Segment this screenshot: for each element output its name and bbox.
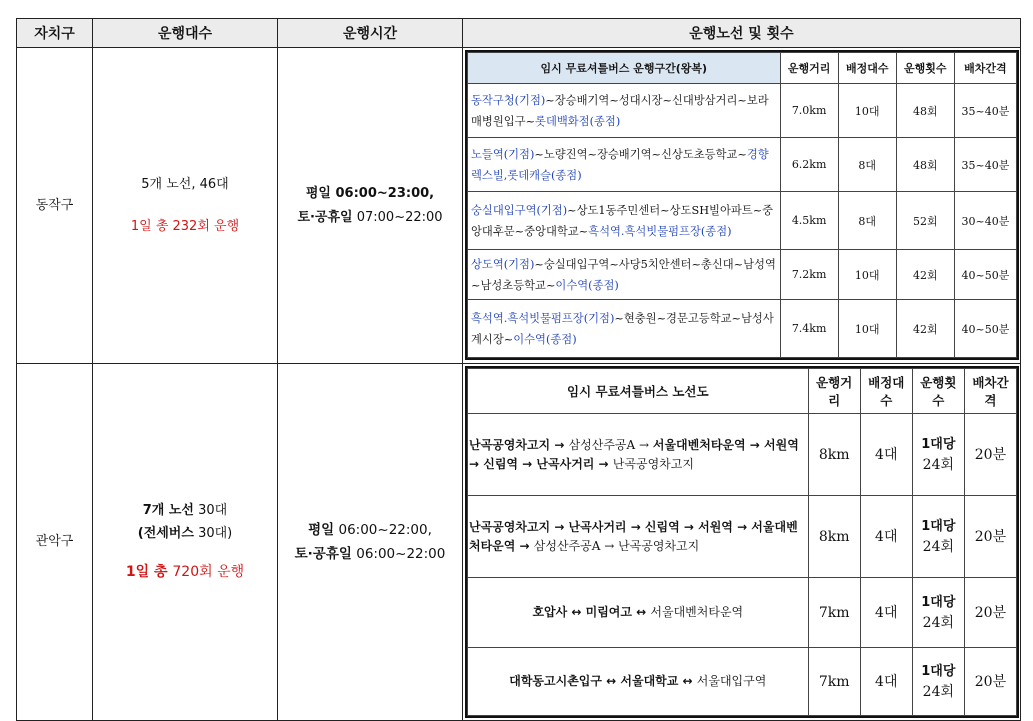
- dongjak-total-runs: [93, 215, 277, 238]
- route-terminal: 이수역(종점): [513, 332, 577, 346]
- dongjak-total-count: 232회: [172, 218, 210, 234]
- gwanak-weekday-time: 06:00~22:00,: [334, 521, 432, 538]
- route-buses: 10대: [838, 250, 896, 300]
- route-runs: 52회: [896, 192, 954, 250]
- gwanak-total-count: 720회: [172, 563, 213, 580]
- header-district: 자치구: [17, 19, 93, 48]
- route-runs: [912, 648, 964, 716]
- route-major-stops: 대학동고시촌입구 ↔ 서울대학교 ↔: [509, 674, 697, 688]
- route-stops: ~현충원~경문고등학교~남성사계시장~: [471, 311, 774, 346]
- dongjak-route-row: [468, 300, 1017, 358]
- gwanak-charter-num: 30대): [193, 526, 233, 542]
- route-buses: 8대: [838, 192, 896, 250]
- route-buses: 4대: [860, 578, 912, 648]
- dongjak-vehicle-count: 5개 노선, 46대: [141, 177, 229, 193]
- dongjak-route-table: [467, 52, 1017, 358]
- gwanak-weekend-label: 토·공휴일: [294, 546, 352, 562]
- gwanak-charter-label: (전세버스: [137, 526, 194, 542]
- dongjak-weekend-time: 07:00~22:00: [352, 209, 443, 225]
- route-stops: ~숭실대입구역~사당5치안센터~총신대~남성역~남성초등학교~: [471, 257, 776, 292]
- route-interval: 20분: [964, 496, 1016, 578]
- dongjak-route-header: [468, 53, 1017, 84]
- dongjak-route-row: [468, 192, 1017, 250]
- dongjak-row: [17, 48, 1021, 364]
- route-stops: ~상도1동주민센터~상도SH빌아파트~중앙대후문~중앙대학교~: [471, 203, 774, 238]
- route-distance: 7.2km: [780, 250, 838, 300]
- route-distance: 6.2km: [780, 138, 838, 192]
- route-distance: 7km: [808, 648, 860, 716]
- header-hours: 운행시간: [278, 19, 463, 48]
- route-minor-stops: 삼성산주공A →: [568, 437, 653, 452]
- dongjak-route-row: [468, 84, 1017, 138]
- dongjak-weekend-label: 토·공휴일: [297, 209, 353, 225]
- gwanak-col-route: 임시 무료셔틀버스 노선도: [468, 369, 809, 414]
- route-interval: 20분: [964, 648, 1016, 716]
- gwanak-hours: [278, 364, 463, 721]
- dongjak-route-row: [468, 250, 1017, 300]
- route-interval: 35~40분: [954, 138, 1016, 192]
- route-distance: 7.4km: [780, 300, 838, 358]
- route-stops: ~노량진역~장승배기역~신상도초등학교~: [534, 147, 747, 161]
- route-runs: [912, 578, 964, 648]
- dongjak-route-cell: [463, 48, 1021, 364]
- route-runs-per-bus: 1대당: [921, 594, 956, 610]
- gwanak-route-path: [468, 648, 809, 716]
- route-major-stops: 난곡공영차고지 →: [469, 437, 569, 452]
- route-distance: 4.5km: [780, 192, 838, 250]
- dongjak-route-path: [468, 192, 781, 250]
- route-runs: 48회: [896, 84, 954, 138]
- route-terminal: 노들역(기점): [471, 147, 535, 161]
- dongjak-weekday-hours: [278, 182, 462, 205]
- dongjak-route-row: [468, 138, 1017, 192]
- dongjak-col-runs: 운행횟수: [896, 53, 954, 84]
- gwanak-col-distance: 운행거리: [808, 369, 860, 414]
- route-buses: 4대: [860, 648, 912, 716]
- route-interval: 20분: [964, 578, 1016, 648]
- gwanak-vehicle-count: [93, 499, 277, 522]
- route-minor-stops: 서울대입구역: [696, 674, 767, 688]
- route-runs-count: 24회: [922, 614, 955, 631]
- route-buses: 4대: [860, 496, 912, 578]
- route-runs: [912, 414, 964, 496]
- gwanak-count-num: 30대: [194, 503, 228, 519]
- gwanak-count-label: 7개 노선: [142, 503, 194, 519]
- dongjak-total-prefix: 1일 총: [130, 218, 173, 234]
- route-major-stops: 서울대벤처타운역 → 서원역 → 신림역 → 난곡사거리 →: [469, 437, 799, 471]
- route-runs-per-bus: 1대당: [921, 436, 956, 452]
- route-distance: 8km: [808, 414, 860, 496]
- dongjak-weekday: 평일 06:00~23:00,: [305, 186, 435, 202]
- gwanak-col-interval: 배차간격: [964, 369, 1016, 414]
- gwanak-route-path: [468, 578, 809, 648]
- route-terminal: 숭실대입구역(기점): [471, 203, 568, 217]
- route-distance: 7km: [808, 578, 860, 648]
- route-runs-count: 24회: [922, 538, 955, 555]
- route-buses: 10대: [838, 300, 896, 358]
- route-interval: 40~50분: [954, 250, 1016, 300]
- route-minor-stops: 난곡공영차고지: [612, 456, 694, 471]
- route-terminal: 흑석역.흑석빗물펌프장(기점): [471, 311, 615, 325]
- route-buses: 4대: [860, 414, 912, 496]
- header-routes: 운행노선 및 횟수: [463, 19, 1021, 48]
- dongjak-col-distance: 운행거리: [780, 53, 838, 84]
- dongjak-col-route: 임시 무료셔틀버스 운행구간(왕복): [468, 53, 781, 84]
- route-interval: 40~50분: [954, 300, 1016, 358]
- dongjak-route-path: [468, 84, 781, 138]
- route-minor-stops: 서울대벤처타운역: [650, 605, 744, 619]
- header-vehicles: 운행대수: [93, 19, 278, 48]
- gwanak-route-table-frame: [465, 366, 1019, 718]
- gwanak-weekday-hours: [278, 518, 462, 542]
- route-terminal: 경향렉스빌,롯데캐슬(종점): [471, 147, 769, 182]
- gwanak-col-runs: 운행횟수: [912, 369, 964, 414]
- gwanak-route-row: [468, 578, 1017, 648]
- dongjak-hours: [278, 48, 463, 364]
- route-interval: 35~40분: [954, 84, 1016, 138]
- gwanak-route-row: [468, 496, 1017, 578]
- gwanak-total-prefix: 1일 총: [125, 563, 173, 580]
- gwanak-route-header: [468, 369, 1017, 414]
- route-buses: 8대: [838, 138, 896, 192]
- dongjak-route-path: [468, 300, 781, 358]
- dongjak-total-suffix: 운행: [209, 218, 240, 234]
- gwanak-route-path: [468, 496, 809, 578]
- dongjak-district: 동작구: [17, 48, 93, 364]
- route-runs: 42회: [896, 250, 954, 300]
- dongjak-route-table-frame: [465, 50, 1019, 360]
- route-distance: 8km: [808, 496, 860, 578]
- dongjak-col-buses: 배정대수: [838, 53, 896, 84]
- route-terminal: 흑석역.흑석빗물펌프장(종점): [588, 224, 732, 238]
- gwanak-route-row: [468, 648, 1017, 716]
- route-stops: ~장승배기역~성대시장~신대방삼거리~보라매병원입구~: [471, 93, 769, 128]
- gwanak-weekend-hours: [278, 542, 462, 566]
- dongjak-route-path: [468, 138, 781, 192]
- gwanak-row: [17, 364, 1021, 721]
- route-major-stops: 난곡공영차고지 → 난곡사거리 → 신림역 → 서원역 → 서울대벤처타운역 →: [469, 519, 798, 553]
- route-runs-per-bus: 1대당: [921, 663, 956, 679]
- route-buses: 10대: [838, 84, 896, 138]
- route-runs-count: 24회: [922, 456, 955, 473]
- route-distance: 7.0km: [780, 84, 838, 138]
- route-interval: 30~40분: [954, 192, 1016, 250]
- route-terminal: 상도역(기점): [471, 257, 535, 271]
- gwanak-weekday-label: 평일: [308, 521, 335, 538]
- route-major-stops: 호압사 ↔ 미림여고 ↔: [532, 605, 651, 619]
- dongjak-route-path: [468, 250, 781, 300]
- route-runs-count: 24회: [922, 683, 955, 700]
- gwanak-total-runs: [93, 560, 277, 585]
- route-terminal: 이수역(종점): [555, 278, 619, 292]
- route-runs-per-bus: 1대당: [921, 518, 956, 534]
- shuttle-bus-table: [16, 18, 1021, 721]
- gwanak-vehicles: [93, 364, 278, 721]
- dongjak-col-interval: 배차간격: [954, 53, 1016, 84]
- header-row: [17, 19, 1021, 48]
- route-terminal: 롯데백화점(종점): [535, 114, 621, 128]
- route-terminal: 동작구청(기점): [471, 93, 546, 107]
- dongjak-weekend-hours: [278, 206, 462, 229]
- gwanak-total-suffix: 운행: [212, 563, 245, 580]
- route-runs: 48회: [896, 138, 954, 192]
- route-runs: [912, 496, 964, 578]
- gwanak-route-path: [468, 414, 809, 496]
- gwanak-charter: [93, 522, 277, 545]
- gwanak-route-row: [468, 414, 1017, 496]
- gwanak-weekend-time: 06:00~22:00: [351, 546, 446, 562]
- route-runs: 42회: [896, 300, 954, 358]
- route-minor-stops: 삼성산주공A → 난곡공영차고지: [533, 538, 700, 553]
- dongjak-vehicles: [93, 48, 278, 364]
- gwanak-route-table: [467, 368, 1017, 716]
- gwanak-route-cell: [463, 364, 1021, 721]
- gwanak-col-buses: 배정대수: [860, 369, 912, 414]
- route-interval: 20분: [964, 414, 1016, 496]
- gwanak-district: 관악구: [17, 364, 93, 721]
